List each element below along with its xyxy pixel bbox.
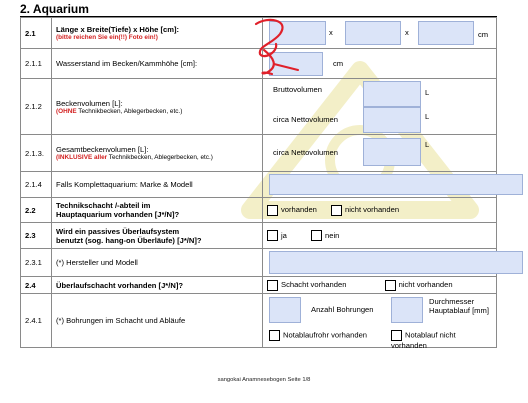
option-ja[interactable]	[267, 231, 287, 240]
row-number: 2.3	[21, 223, 52, 249]
total-volume-cell	[263, 135, 497, 172]
option-label: Notablaufrohr vorhanden	[283, 330, 368, 340]
row-2-1-2	[21, 79, 497, 135]
row-2-4	[21, 277, 497, 294]
brutto-input[interactable]	[363, 81, 421, 107]
row-number: 2.2	[21, 198, 52, 223]
row-number: 2.4	[21, 277, 52, 294]
durchmesser-label: Durchmesser	[429, 297, 475, 306]
checkbox[interactable]	[269, 330, 280, 341]
checkbox[interactable]	[267, 205, 278, 216]
unit-l: L	[425, 140, 430, 149]
total-netto-input[interactable]	[363, 138, 421, 166]
row-2-2	[21, 198, 497, 223]
anzahl-label: Anzahl Bohrungen	[311, 305, 374, 314]
option-label: nicht vorhanden	[345, 205, 400, 214]
sump-options-cell	[263, 198, 497, 223]
row-2-1-4	[21, 172, 497, 198]
checkbox[interactable]	[311, 230, 322, 241]
option-nicht-vorhanden[interactable]	[385, 280, 453, 289]
row-number: 2.4.1	[21, 294, 52, 348]
manufacturer-input[interactable]	[269, 251, 523, 274]
row-number: 2.1.1	[21, 49, 52, 79]
height-input[interactable]	[418, 21, 474, 45]
option-nicht-vorhanden[interactable]	[331, 205, 399, 214]
checkbox[interactable]	[385, 280, 396, 291]
checkbox[interactable]	[267, 280, 278, 291]
diameter-input[interactable]	[391, 297, 423, 323]
brand-model-cell	[263, 172, 497, 198]
netto-label: circa Nettovolumen	[273, 115, 338, 124]
checkbox[interactable]	[331, 205, 342, 216]
times-sign: x	[405, 28, 409, 37]
aquarium-form-table	[20, 17, 497, 348]
bores-count-input[interactable]	[269, 297, 301, 323]
length-input[interactable]	[269, 21, 326, 45]
sump-label-line2: Hauptaquarium vorhanden [J*/N]?	[56, 210, 180, 219]
option-vorhanden[interactable]	[267, 205, 317, 214]
row-number: 2.1.2	[21, 79, 52, 135]
row-2-1-3	[21, 135, 497, 172]
total-volume-label: Gesamtbeckenvolumen [L]:	[56, 145, 149, 154]
row-2-4-1	[21, 294, 497, 348]
row-label	[52, 223, 263, 249]
option-label: Notablauf nicht vorhanden	[391, 330, 456, 350]
option-label: nein	[325, 230, 340, 240]
width-input[interactable]	[345, 21, 401, 45]
row-label	[52, 79, 263, 135]
option-nein[interactable]	[311, 231, 339, 240]
row-label	[52, 18, 263, 49]
dimensions-label: Länge x Breite(Tiefe) x Höhe [cm]:	[56, 25, 180, 34]
page-footer: sangokai Anamnesebogen Seite 1/8	[217, 377, 311, 383]
row-number: 2.3.1	[21, 249, 52, 277]
sump-label-line1: Technikschacht /-abteil im	[56, 201, 151, 210]
note-rest: Technikbecken, Ablegerbecken, etc.)	[76, 107, 183, 115]
water-level-label: Wasserstand im Becken/Kammhöhe [cm]:	[52, 49, 263, 79]
overflow-shaft-cell	[263, 277, 497, 294]
row-number: 2.1.3.	[21, 135, 52, 172]
option-schacht-vorhanden[interactable]	[267, 280, 346, 289]
note-rest: Technikbecken, Ablegerbecken, etc.)	[107, 154, 213, 161]
dimensions-cell	[263, 18, 497, 49]
option-label: ja	[281, 230, 287, 240]
unit-l: L	[425, 88, 430, 97]
option-label: vorhanden	[281, 205, 317, 214]
water-level-cell	[263, 49, 497, 79]
manufacturer-cell	[263, 249, 497, 277]
row-label	[52, 135, 263, 172]
row-2-3-1	[21, 249, 497, 277]
row-2-1	[21, 18, 497, 49]
overflow-label-line1: Wird ein passives Überlaufsystem	[56, 226, 180, 236]
unit-cm: cm	[478, 30, 489, 39]
unit-l: L	[425, 112, 430, 121]
option-label: Schacht vorhanden	[281, 280, 347, 289]
note-red: (OHNE	[56, 107, 77, 115]
option-notablauf-nicht[interactable]	[391, 330, 492, 350]
row-2-3	[21, 223, 497, 249]
checkbox[interactable]	[267, 230, 278, 241]
volume-cell	[263, 79, 497, 135]
hauptablauf-label: Hauptablauf [mm]	[429, 306, 489, 315]
section-title: 2. Aquarium	[20, 2, 89, 16]
times-sign: x	[329, 28, 333, 37]
brand-model-label: Falls Komplettaquarium: Marke & Modell	[52, 172, 263, 198]
note-red: (INKLUSIVE aller	[56, 154, 108, 161]
row-2-1-1	[21, 49, 497, 79]
option-notablaufrohr[interactable]	[269, 330, 367, 341]
overflow-options-cell	[263, 223, 497, 249]
water-level-input[interactable]	[269, 52, 323, 76]
brand-model-input[interactable]	[269, 174, 523, 195]
photo-note: (bitte reichen Sie ein(!!) Foto ein!)	[56, 34, 158, 41]
option-label: nicht vorhanden	[398, 280, 453, 289]
brutto-label: Bruttovolumen	[273, 85, 322, 94]
netto-input[interactable]	[363, 107, 421, 133]
manufacturer-label: (*) Hersteller und Modell	[52, 249, 263, 277]
unit-cm: cm	[333, 59, 344, 68]
overflow-label-line2: benutzt (sog. hang-on Überläufe) [J*/N]?	[56, 235, 202, 245]
bores-cell	[263, 294, 497, 348]
row-number: 2.1	[21, 18, 52, 49]
checkbox[interactable]	[391, 330, 402, 341]
volume-label: Beckenvolumen [L]:	[56, 98, 123, 108]
row-number: 2.1.4	[21, 172, 52, 198]
overflow-shaft-label: Überlaufschacht vorhanden [J*/N]?	[52, 277, 263, 294]
netto-label: circa Nettovolumen	[273, 148, 338, 157]
bores-label: (*) Bohrungen im Schacht und Abläufe	[52, 294, 263, 348]
row-label	[52, 198, 263, 223]
